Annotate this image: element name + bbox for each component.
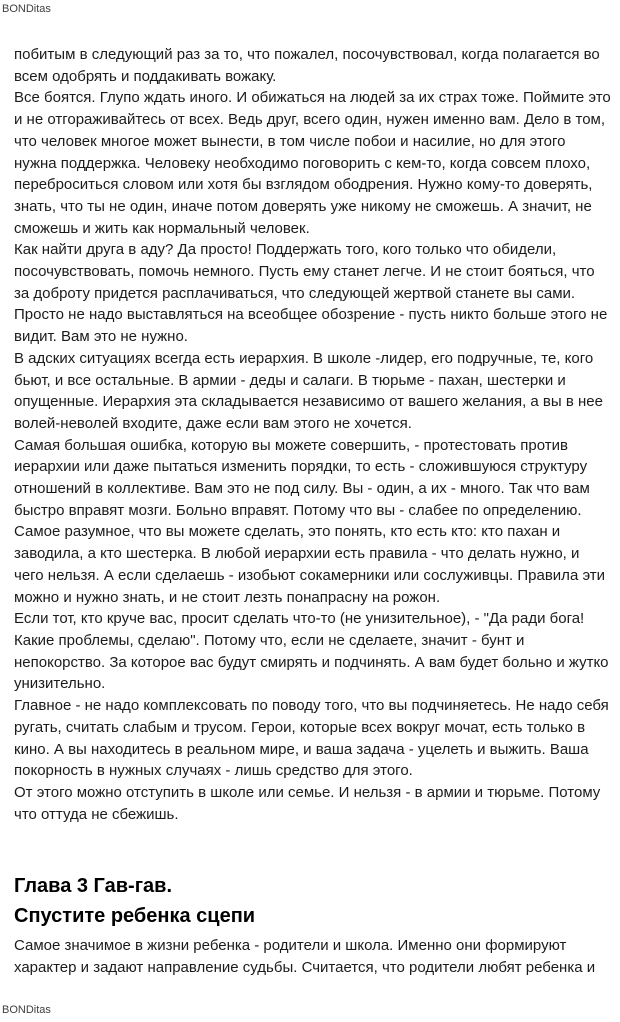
paragraph: Если тот, кто круче вас, просит сделать что-то (не унизительное), - "Да ради бога! Какие проблемы, сделаю". Потому что, если не сделаете, значит - бунт и непокорство. За которое вас будут смирять и подчинять. А вам будет больно и жутко унизительно.	[14, 610, 609, 693]
paragraph: побитым в следующий раз за то, что пожалел, посочувствовал, когда полагается во всем одобрять и поддакивать вожаку.	[14, 46, 600, 85]
paragraph: Самая большая ошибка, которую вы можете совершить, - протестовать против иерархии или даже пытаться изменить порядки, то есть - сложившуюся структуру отношений в коллективе. Вам это не под силу. Вы - один, а их - много. Так что вам быстро вправят мозги. Больно вправят. Потому что вы - слабее по определению. Самое разумное, что вы можете сделать, это понять, кто есть кто: кто пахан и заводила, а кто шестерка. В любой иерархии есть правила - что делать нужно, и чего нельзя. А если сделаешь - изобьют сокамерники или сослуживцы. Правила эти можно и нужно знать, и не стоит лезть понапрасну на рожон.	[14, 436, 606, 606]
paragraph: Все боятся. Глупо ждать иного. И обижаться на людей за их страх тоже. Поймите это и не отгораживайтесь от всех. Ведь друг, всего один, нужен именно вам. Дело в том, что человек многое может вынести, в том числе побои и насилие, но для этого нужна поддержка. Человеку необходимо поговорить с кем-то, когда совсем плохо, переброситься словом или хотя бы взглядом ободрения. Нужно кому-то доверять, знать, что ты не один, иначе потом доверять уже никому не сможешь. А значит, не сможешь и жить как нормальный человек.	[14, 89, 611, 237]
chapter-heading-line-1: Глава 3 Гав-гав.	[14, 875, 173, 898]
watermark-bottom: BONDitas	[2, 1004, 51, 1016]
chapter-heading-line-2: Спустите ребенка сцепи	[14, 905, 256, 928]
paragraph: Как найти друга в аду? Да просто! Поддержать того, кого только что обидели, посочувствовать, помочь немного. Пусть ему станет легче. И не стоит бояться, что за доброту придется расплачиваться, что следующей жертвой станете вы сами. Просто не надо выставляться на всеобщее обозрение - пусть никто больше этого не видит. Вам это не нужно.	[14, 241, 608, 346]
paragraph: В адских ситуациях всегда есть иерархия. В школе -лидер, его подручные, те, кого бьют, и все остальные. В армии - деды и салаги. В тюрьме - пахан, шестерки и опущенные. Иерархия эта складывается независимо от вашего желания, а вы в нее волей-неволей входите, даже если вам этого не хочется.	[14, 349, 603, 432]
paragraph: Самое значимое в жизни ребенка - родители и школа. Именно они формируют характер и задают направление судьбы. Считается, что родители любят ребенка и	[14, 937, 596, 977]
page-text-content	[14, 44, 612, 979]
watermark-top: BONDitas	[2, 3, 51, 15]
paragraph: Главное - не надо комплексовать по поводу того, что вы подчиняетесь. Не надо себя ругать, считать слабым и трусом. Герои, которые всех вокруг мочат, есть только в кино. А вы находитесь в реальном мире, и ваша задача - уцелеть и выжить. Ваша покорность в нужных случаях - лишь средство для этого.	[14, 697, 609, 780]
paragraph: От этого можно отступить в школе или семье. И нельзя - в армии и тюрьме. Потому что оттуда не сбежишь.	[14, 783, 601, 823]
